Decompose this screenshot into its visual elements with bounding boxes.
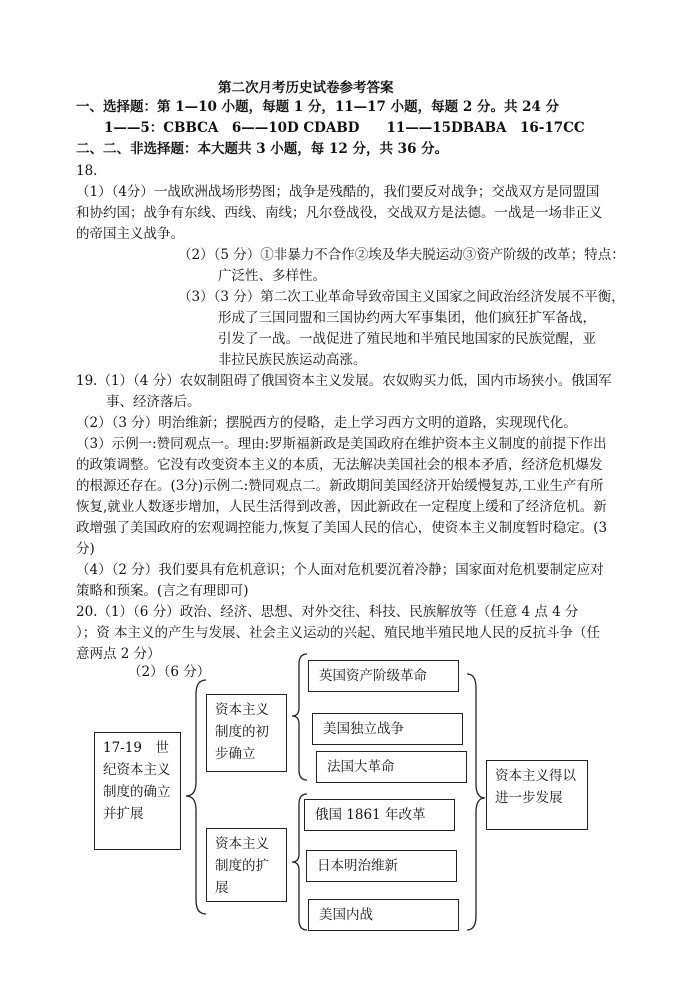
q20-part1-line2: ）；资 本主义的产生与发展、社会主义运动的兴起、殖民地半殖民地人民的反抗斗争（任: [76, 625, 601, 641]
section2-heading: 二、二、非选择题：本大题共 3 小题，每 12 分，共 36 分。: [76, 141, 449, 157]
diagram-branch1-text: 资本主义制度的初步确立: [215, 702, 269, 762]
diagram-brace-1: [290, 652, 310, 782]
diagram-leaf-5-text: 日本明治维新: [317, 858, 398, 874]
section1-answers: 1——5：CBBCA 6——10D CDABD 11——15DBABA 16-17CC: [104, 120, 585, 136]
diagram-result-text: 资本主义得以进一步发展: [495, 768, 576, 806]
diagram-leaf-5-box: [306, 850, 457, 882]
q18-number: 18.: [76, 163, 98, 179]
diagram-leaf-3-box: [316, 751, 467, 783]
diagram-leaf-4-box: [304, 799, 455, 831]
diagram-leaf-6-text: 美国内战: [319, 907, 373, 923]
diagram-leaf-2-box: [312, 713, 463, 745]
diagram-leaf-3-text: 法国大革命: [327, 759, 395, 775]
diagram-root-text: 17-19 世纪资本主义制度的确立并扩展: [103, 740, 171, 822]
q19-part3-line5: 政增强了美国政府的宏观调控能力,恢复了美国人民的信心，使资本主义制度暂时稳定。(3: [76, 520, 608, 536]
q19-part4-line2: 策略和预案。(言之有理即可): [76, 583, 249, 599]
q19-part3-line3: 的根源还存在。(3分)示例二:赞同观点二。新政期间美国经济开始缓慢复苏,工业生产有所: [76, 478, 604, 494]
diagram-root-box: [94, 732, 181, 850]
q18-part3-line2: 形成了三国同盟和三国协约两大军事集团，他们疯狂扩军备战，: [218, 310, 596, 326]
diagram-leaf-1-text: 英国资产阶级革命: [319, 668, 427, 684]
q18-part1-line3: 的帝国主义战争。: [76, 226, 184, 242]
q19-part1-line1: 19.（1）（4 分）农奴制阻碍了俄国资本主义发展。农奴购买力低，国内市场狭小。俄国军: [76, 373, 612, 389]
q19-part3-line4: 恢复,就业人数逐步增加，人民生活得到改善，因此新政在一定程度上缓和了经济危机。新: [76, 499, 607, 515]
diagram-branch1-box: [206, 694, 287, 772]
diagram-leaf-2-text: 美国独立战争: [323, 721, 404, 737]
q19-part4-line1: （4）（2 分）我们要具有危机意识；个人面对危机要沉着冷静；国家面对危机要制定应对: [76, 562, 604, 578]
diagram-leaf-6-box: [308, 899, 459, 931]
diagram-result-box: [486, 760, 588, 830]
section1-heading: 一、选择题：第 1—10 小题，每题 1 分，11—17 小题，每题 2 分。共 24 分: [76, 99, 560, 115]
q20-part1-line1: 20.（1）（6 分）政治、经济、思想、对外交往、科技、民族解放等（任意 4 点 4 分: [76, 604, 579, 620]
q19-part1-line2: 事、经济落后。: [106, 394, 201, 410]
page-title: 第二次月考历史试卷参考答案: [218, 80, 394, 96]
q18-part1-line2: 和协约国；战争有东线、西线、南线；凡尔登战役，交战双方是法德。一战是一场非正义: [76, 205, 603, 221]
diagram-leaf-4-text: 俄国 1861 年改革: [315, 807, 426, 823]
q18-part3-line4: 非拉民族民族运动高涨。: [218, 352, 367, 368]
q18-part2-line2: 广泛性、多样性。: [218, 268, 326, 284]
diagram-branch2-text: 资本主义制度的扩展: [215, 836, 269, 896]
diagram-leaf-1-box: [308, 660, 459, 692]
q19-part3-line2: 的政策调整。它没有改变资本主义的本质，无法解决美国社会的根本矛盾，经济危机爆发: [76, 457, 603, 473]
q18-part2-line1: （2）（5 分）①非暴力不合作②埃及华夫脱运动③资产阶级的改革；特点：: [178, 247, 625, 263]
diagram-right-brace: [464, 672, 488, 932]
q19-part3-line6: 分): [76, 541, 95, 557]
q18-part1-line1: （1）（4分）一战欧洲战场形势图；战争是残酷的，我们要反对战争；交战双方是同盟国: [76, 184, 600, 200]
q18-part3-line3: 引发了一战。一战促进了殖民地和半殖民地国家的民族觉醒，亚: [218, 331, 596, 347]
q19-part3-line1: （3）示例一:赞同观点一。理由:罗斯福新政是美国政府在维护资本主义制度的前提下作出: [76, 436, 607, 452]
q20-part1-line3: 意两点 2 分）: [76, 646, 161, 662]
q20-part2-label: （2）（6 分）: [128, 664, 211, 680]
q18-part3-line1: （3）（3 分）第二次工业革命导致帝国主义国家之间政治经济发展不平衡，: [178, 289, 625, 305]
diagram-branch2-box: [206, 828, 287, 902]
q19-part2: （2）（3 分）明治维新；摆脱西方的侵略，走上学习西方文明的道路，实现现代化。: [76, 415, 577, 431]
